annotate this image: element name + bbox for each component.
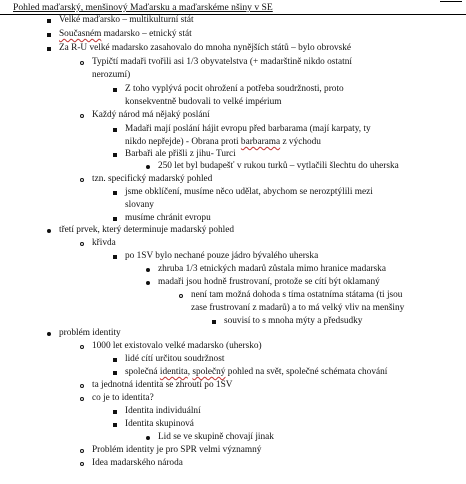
bullet-icon: [47, 33, 51, 37]
outline-line-cont: [125, 137, 321, 147]
spellcheck-word: identita: [159, 367, 188, 377]
line-text: společná: [125, 367, 160, 377]
outline-line-cont: nerozumí): [92, 70, 131, 80]
bullet-icon: [113, 410, 117, 414]
bullet-ring-icon: [80, 178, 84, 182]
bullet-icon: [113, 88, 117, 92]
bullet-icon: [113, 358, 117, 362]
spellcheck-word: barbarama: [240, 137, 281, 147]
spellcheck-word: společný: [192, 367, 226, 377]
bullet-ring-icon: [80, 114, 84, 118]
bullet-ring-icon: [80, 397, 84, 401]
outline-line: Barbaři ale přišli z jihu- Turci: [125, 149, 236, 159]
outline-line: Z toho vyplývá pocit ohrožení a potřeba soudržnosti, proto: [125, 84, 344, 94]
bullet-icon: [113, 371, 117, 375]
line-text: nikdo nepřejde) - Obrana proti: [125, 137, 241, 147]
outline-line: po 1SV bylo nechané pouze jádro bývalého uherska: [125, 251, 319, 261]
bullet-ring-icon: [80, 462, 84, 466]
outline-line: Lid se ve skupině chovají jinak: [158, 432, 274, 442]
outline-line-cont: slovany: [125, 200, 154, 210]
outline-line: [59, 29, 192, 39]
outline-line: Identita skupinová: [125, 419, 194, 429]
bullet-icon: [113, 128, 117, 132]
outline-line-cont: konsekventně budovali to velké impérium: [125, 97, 282, 107]
bullet-ring-icon: [80, 384, 84, 388]
outline-line: tzn. specifický madarský pohled: [92, 174, 213, 184]
outline-line: 1000 let existovalo velké madarsko (uhersko): [92, 341, 262, 351]
bullet-icon: [212, 320, 216, 324]
bullet-dot-icon: [146, 281, 150, 285]
bullet-ring-icon: [80, 242, 84, 246]
outline-line: lidé cítí určitou soudržnost: [125, 354, 225, 364]
outline-line: [125, 367, 387, 377]
outline-line: problém identity: [59, 328, 121, 338]
outline-line: madaři jsou hodně frustrovaní, protože se cítí být oklamaný: [158, 277, 380, 287]
bullet-ring-icon: [179, 294, 183, 298]
outline-line: není tam možná dohoda s tíma ostatníma státama (ti jsou: [191, 290, 403, 300]
outline-line: Problém identity je pro SPR velmi významný: [92, 445, 262, 455]
outline-line: co je to identita?: [92, 393, 154, 403]
outline-line: Každý národ má nějaký poslání: [92, 110, 210, 120]
outline-line: Idea madarského národa: [92, 458, 183, 468]
bullet-icon: [47, 47, 51, 51]
outline-line: Identita individuální: [125, 406, 201, 416]
outline-line: 250 let byl budapešť v rukou turků – vytlačili šlechtu do uherska: [158, 161, 399, 171]
outline-line: ta jednotná identita se zhroutí po 1SV: [92, 380, 233, 390]
line-text: ,: [187, 367, 193, 377]
line-text: madarsko – etnický stát: [101, 29, 192, 39]
outline-line: třetí prvek, který determinuje madarský pohled: [59, 225, 235, 235]
outline-line: souvisí to s mnoha mýty a předsudky: [224, 316, 363, 326]
bullet-dot-icon: [47, 332, 51, 336]
bullet-ring-icon: [80, 449, 84, 453]
bullet-ring-icon: [80, 61, 84, 65]
outline-line: Madaři mají poslání hájit evropu před barbarama (mají karpaty, ty: [125, 124, 371, 134]
outline-line: zhruba 1/3 etnických madarů zůstala mimo hranice madarska: [158, 264, 386, 274]
outline-line: jsme obklíčení, musíme něco udělat, abychom se nerozptýlili mezi: [125, 187, 373, 197]
corner-mark: [440, 1, 462, 2]
outline-line: Typičtí madaři tvořili asi 1/3 obyvatelstva (+ madarštině nikdo ostatní: [92, 57, 352, 67]
bullet-icon: [113, 191, 117, 195]
bullet-dot-icon: [146, 436, 150, 440]
bullet-icon: [113, 153, 117, 157]
bullet-icon: [113, 423, 117, 427]
page-title: Pohled maďarský, menšinový Maďarsku a maďarskéme nšiny v SE: [13, 2, 273, 13]
bullet-icon: [47, 19, 51, 23]
bullet-ring-icon: [80, 345, 84, 349]
bullet-icon: [113, 255, 117, 259]
bullet-dot-icon: [146, 268, 150, 272]
outline-line: Za R-U velké madarsko zasahovalo do mnoha nynějších států – bylo obrovské: [59, 43, 352, 53]
outline-line: musíme chránit evropu: [125, 213, 211, 223]
outline-line: Velké maďarsko – multikulturní stát: [59, 15, 194, 25]
bullet-dot-icon: [146, 165, 150, 169]
bullet-dot-icon: [47, 229, 51, 233]
spellcheck-word: Současném: [59, 29, 102, 39]
line-text: z východu: [280, 137, 321, 147]
outline-line-cont: zase frustrovaní z madarů) a to má velký vliv na menšiny: [191, 303, 405, 313]
line-text: pohled na svět, společné schémata chování: [225, 367, 388, 377]
bullet-icon: [113, 217, 117, 221]
outline-line: křivda: [92, 238, 116, 248]
